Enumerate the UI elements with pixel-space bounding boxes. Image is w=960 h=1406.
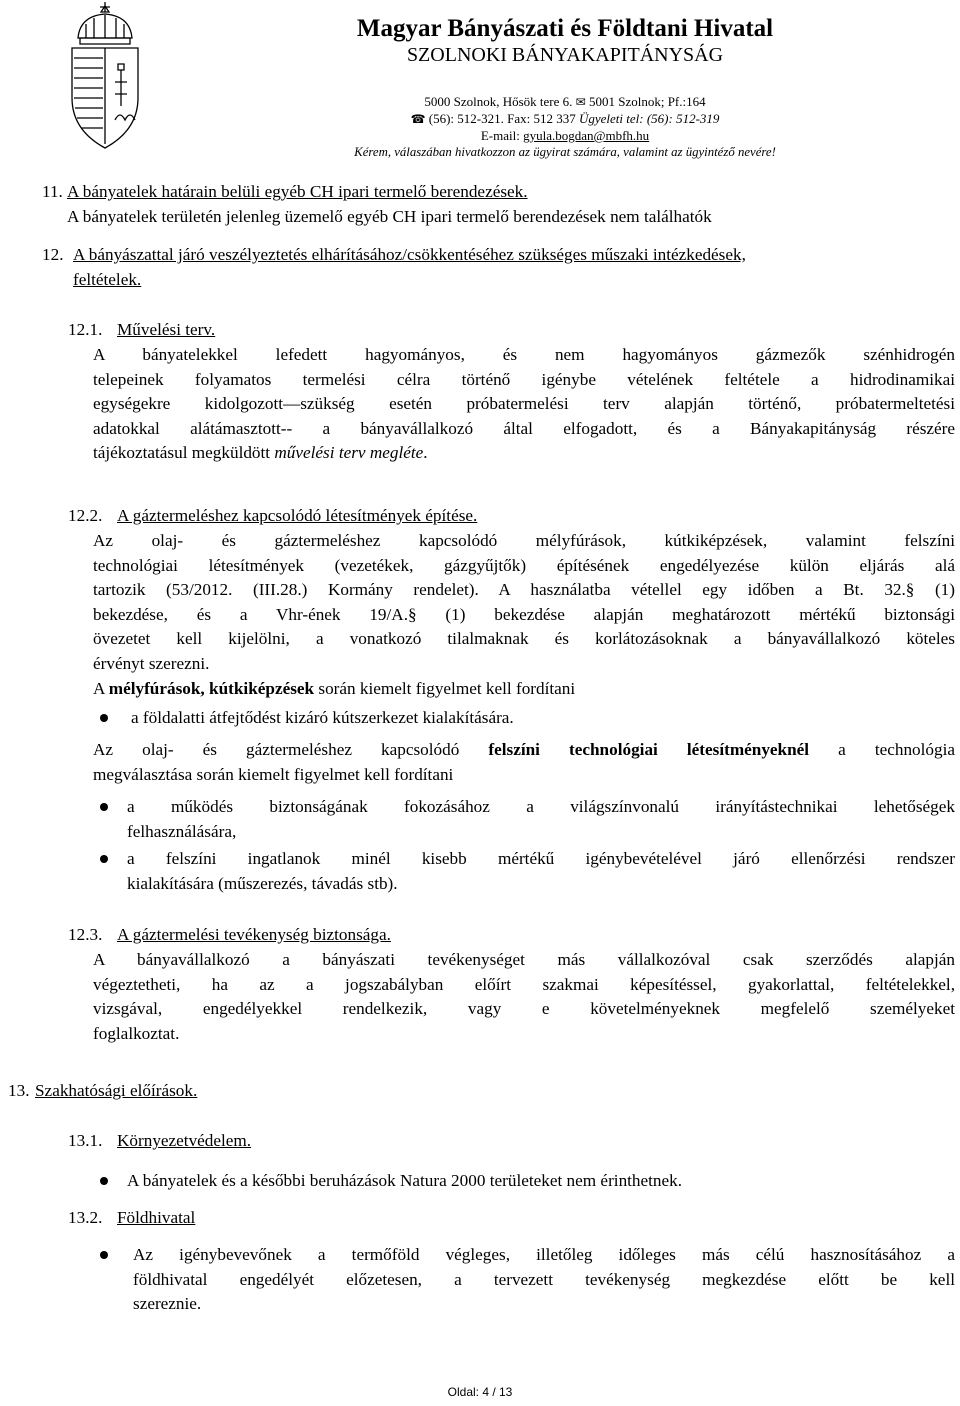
s11-text: A bányatelek területén jelenleg üzemelő egyéb CH ipari termelő berendezések nem találhatók [67,207,712,226]
s11-number: 11. [42,182,63,201]
s12-3-line: A bányavállalkozó a bányászati tevékenységet más vállalkozóval csak szerződés alapján [93,950,955,969]
s12-2-bullet2-line: felhasználására, [127,821,237,841]
s12-2-line: tartozik (53/2012. (III.28.) Kormány rendelet). A használatba vétellel egy időben a Bt. 32.§ (1) [93,580,955,600]
s12-2-bullet3-line: kialakítására (műszerezés, távadás stb). [127,873,398,893]
s12-2-title: A gáztermeléshez kapcsolódó létesítmények építése. [117,506,478,525]
header-postal: 5001 Szolnok; Pf.:164 [588,94,706,109]
s13-2-line: szereznie. [133,1294,202,1314]
bullet-icon [100,1251,108,1259]
s12-2-line: bekezdése, és a Vhr-ének 19/A.§ (1) bekezdése alapján meghatározott mértékű biztonsági [93,604,955,624]
s12-2-line [93,677,955,702]
s12-2-number: 12.2. [68,506,103,525]
header-address-line [175,93,955,111]
bullet-icon [100,855,108,863]
s12-1-line: telepeinek folyamatos termelési célra történő igénybe vételének feltétele a hidrodinamikai [93,369,955,389]
s12-2-bullet3-line: a felszíni ingatlanok minél kisebb mértékű igénybevételével járó ellenőrzési rendszer [127,849,955,868]
s12-2-line: érvényt szerezni. [93,653,210,673]
header-office: SZOLNOKI BÁNYAKAPITÁNYSÁG [406,44,724,66]
bullet-icon [100,1177,108,1185]
s13-2-line: Az igénybevevőnek a termőföld végleges, illetőleg időleges más célú hasznosításához a [133,1245,955,1264]
s11-title: A bányatelek határain belüli egyéb CH ipari termelő berendezések. [67,182,528,201]
s12-number: 12. [42,245,64,264]
s12-3-line: foglalkoztat. [93,1023,180,1043]
s12-3-line: vizsgával, engedélyekkel rendelkezik, vagy e követelményeknek megfelelő személyeket [93,999,955,1019]
s12-2-bullet2 [127,795,955,844]
bullet-icon [100,714,108,722]
header-address: 5000 Szolnok, Hősök tere 6. [424,94,573,109]
s12-2-text: során kiemelt figyelmet kell fordítani [314,678,576,698]
s12-title-line2: feltételek. [73,270,142,289]
s13-number: 13. [8,1081,30,1100]
s13-1-bullet: A bányatelek és a későbbi beruházások Natura 2000 területeket nem érinthetnek. [127,1171,683,1190]
s13-1-title: Környezetvédelem. [117,1131,252,1150]
s12-1-line [93,441,955,466]
header-email-link[interactable]: gyula.bogdan@mbfh.hu [523,128,650,143]
s12-3-paragraph [93,948,955,1046]
s12-3-line: végeztetheti, ha az a jogszabályban előírt szakmai képesítéssel, gyakorlattal, feltételekkel, [93,974,955,994]
header-phone-line [175,110,955,128]
s12-2-bullet1: a földalatti átfejtődést kizáró kútszerkezet kialakítására. [131,708,514,727]
header-note: Kérem, válaszában hivatkozzon az ügyirat számára, valamint az ügyintéző nevére! [354,145,776,159]
header-phone: (56): 512-321. [428,111,504,126]
page-number: Oldal: 4 / 13 [447,1385,513,1399]
s12-2-bold: felszíni technológiai létesítményeknél [488,740,810,759]
s13-2-line: földhivatal engedélyét előzetesen, a tervezett tevékenység megkezdése előtt be kell [133,1269,955,1289]
header-email-line [175,127,955,144]
s12-2-text: Az olaj- és gáztermeléshez kapcsolódó [93,740,489,759]
s13-2-title: Földhivatal [117,1208,196,1227]
s12-3-title: A gáztermelési tevékenység biztonsága. [117,925,391,944]
s12-2-line: megválasztása során kiemelt figyelmet kell fordítani [93,764,454,784]
s12-2-bullet3 [127,847,955,896]
header-email-label: E-mail: [480,128,520,143]
s13-title: Szakhatósági előírások. [35,1081,198,1100]
s12-1-number: 12.1. [68,320,103,339]
header-org-name: Magyar Bányászati és Földtani Hivatal [356,15,774,42]
header-duty-phone: Ügyeleti tel: (56): 512-319 [579,111,720,126]
coat-of-arms-logo [60,2,150,152]
s12-2-text: a technológia [809,740,956,759]
bullet-icon [100,803,108,811]
s12-1-line: adatokkal alátámasztott-- a bányavállalkozó által elfogadott, és a Bányakapitányság részére [93,418,955,438]
phone-icon: ☎ [410,112,426,126]
s12-2-paragraph [93,529,955,701]
s12-2-bold: mélyfúrások, kútkiképzések [108,678,315,698]
s12-3-number: 12.3. [68,925,103,944]
s12-1-line: egységekre kidolgozott—szükség esetén próbatermelési terv alapján történő, próbatermeltetési [93,394,955,414]
s13-2-number: 13.2. [68,1208,103,1227]
header-fax: Fax: 512 337 [507,111,576,126]
s13-2-paragraph [133,1243,955,1317]
s12-2-line: Az olaj- és gáztermeléshez kapcsolódó mélyfúrások, kútkiképzések, valamint felszíni [93,531,955,550]
s12-2-line [93,738,955,763]
s12-1-line: A bányatelekkel lefedett hagyományos, és nem hagyományos gázmezők szénhidrogén [93,345,955,364]
s12-1-title: Művelési terv. [117,320,216,339]
s12-2-line: technológiai létesítmények (vezetékek, gázgyűjtők) építésének engedélyezése külön eljárás alá [93,555,955,575]
s12-1-italic: művelési terv megléte [274,443,424,463]
s12-2-line: övezetet kell kijelölni, a vonatkozó tilalmaknak és korlátozásoknak a bányavállalkozó köteles [93,629,955,649]
s12-2-text: A [93,678,109,698]
envelope-icon: ✉ [575,95,586,109]
s12-title-line1: A bányászattal járó veszélyeztetés elhárításához/csökkentéséhez szükséges műszaki intézkedések, [73,245,746,264]
s12-2-bullet2-line: a működés biztonságának fokozásához a világszínvonalú irányítástechnikai lehetőségek [127,797,955,816]
s12-1-text: tájékoztatásul megküldött [93,443,275,463]
s13-1-number: 13.1. [68,1131,103,1150]
s12-1-period: . [423,443,428,463]
s12-2-paragraph2 [93,738,955,787]
s12-1-paragraph [93,343,955,466]
